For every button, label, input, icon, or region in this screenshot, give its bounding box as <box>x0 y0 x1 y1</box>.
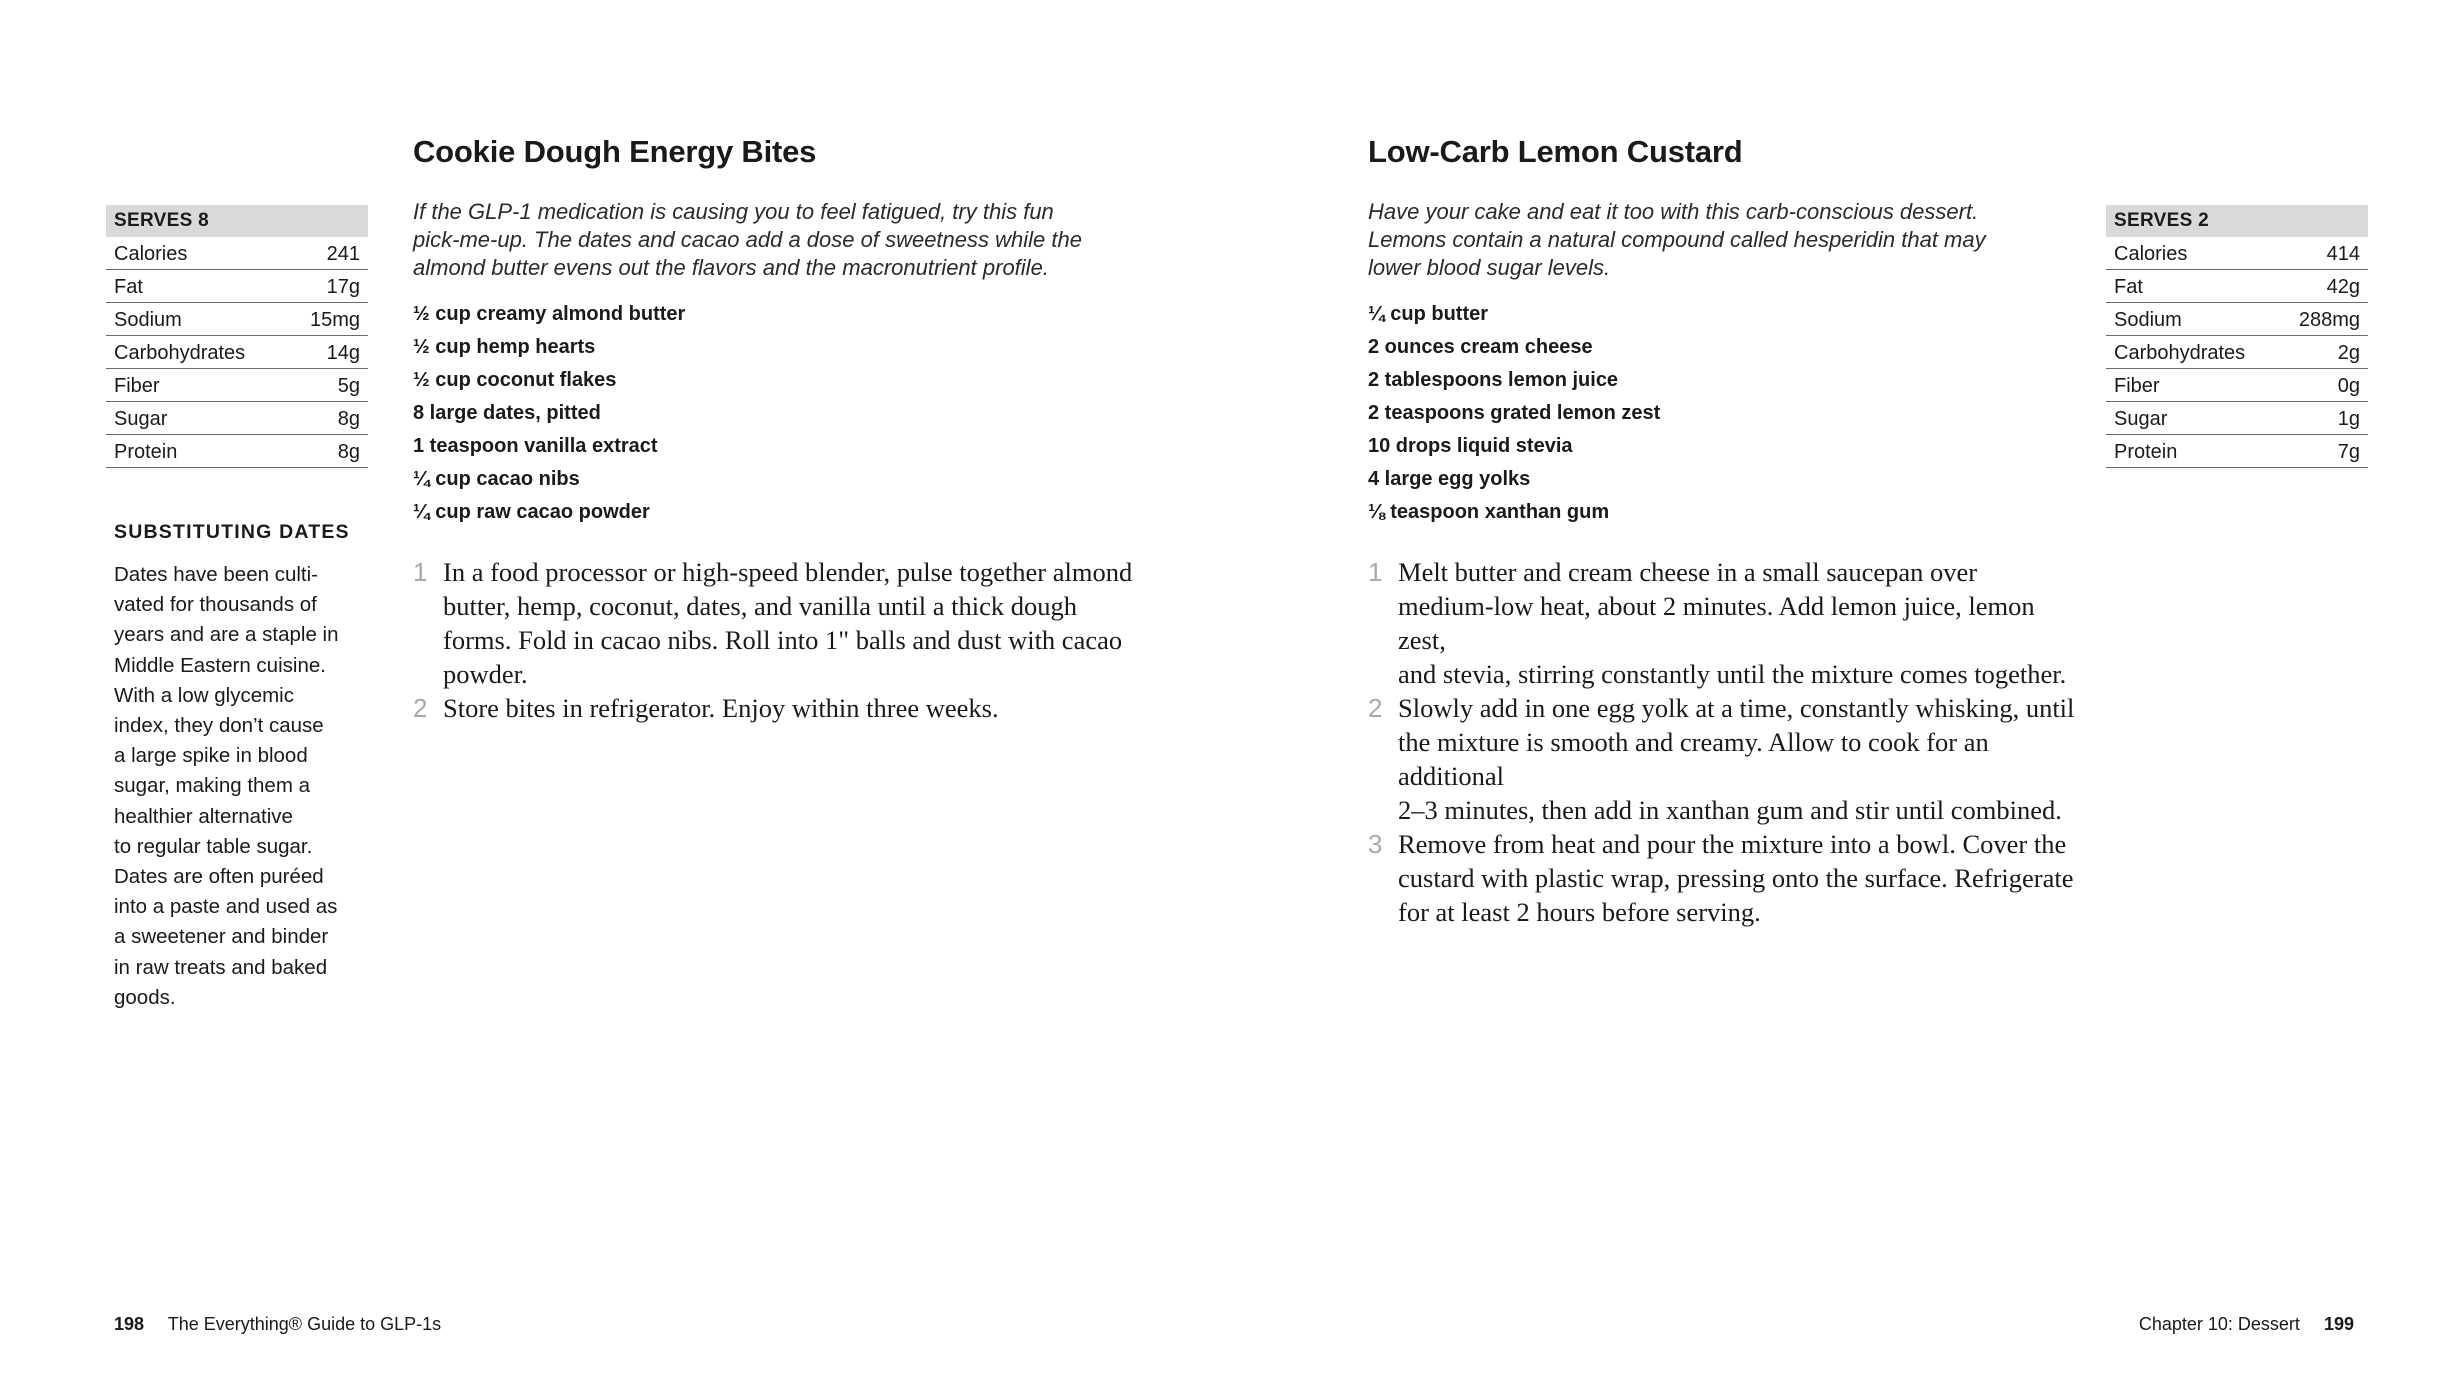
recipe-title: Low-Carb Lemon Custard <box>1368 134 1743 169</box>
ingredient-item: 8 large dates, pitted <box>413 402 601 424</box>
step-line: butter, hemp, coconut, dates, and vanilla until a thick dough <box>443 591 1078 621</box>
nutrient-value: 5g <box>337 375 360 397</box>
nutrition-row <box>2106 336 2368 369</box>
nutrition-row <box>106 237 368 270</box>
intro-line: pick-me-up. The dates and cacao add a dose of sweetness while the <box>413 227 1082 252</box>
sidebar-line: Dates are often puréed <box>114 865 324 889</box>
step-item <box>1368 555 2088 691</box>
nutrition-row <box>2106 303 2368 336</box>
page-number: 199 <box>2323 1314 2354 1334</box>
sidebar-line: index, they don’t cause <box>114 714 324 738</box>
step-number: 1 <box>1368 557 1383 587</box>
step-line: and stevia, stirring constantly until the mixture comes together. <box>1398 659 2067 689</box>
recipe-intro <box>1368 198 2088 282</box>
nutrient-label: Sugar <box>2114 408 2168 430</box>
intro-line: lower blood sugar levels. <box>1368 255 1611 280</box>
step-item <box>413 691 1133 725</box>
sidebar-line: Middle Eastern cuisine. <box>114 653 326 677</box>
page-number: 198 <box>114 1314 145 1334</box>
step-line: Slowly add in one egg yolk at a time, constantly whisking, until <box>1398 693 2075 723</box>
left-footer <box>114 1314 441 1335</box>
ingredient-item: ⅛ teaspoon xanthan gum <box>1368 501 1610 523</box>
ingredient-item: 1 teaspoon vanilla extract <box>413 435 658 457</box>
intro-line: If the GLP-1 medication is causing you to feel fatigued, try this fun <box>413 199 1054 224</box>
book-title: The Everything® Guide to GLP-1s <box>167 1314 442 1334</box>
nutrient-value: 1g <box>2337 408 2360 430</box>
nutrition-row <box>106 270 368 303</box>
nutrient-value: 2g <box>2337 342 2360 364</box>
step-line: for at least 2 hours before serving. <box>1398 897 1761 927</box>
ingredient-list <box>413 298 685 529</box>
nutrient-label: Sugar <box>114 408 168 430</box>
intro-line: almond butter evens out the flavors and the macronutrient profile. <box>413 255 1049 280</box>
step-line: In a food processor or high-speed blender, pulse together almond <box>443 557 1133 587</box>
nutrient-label: Calories <box>2114 243 2188 265</box>
ingredient-item: 10 drops liquid stevia <box>1368 435 1573 457</box>
nutrition-row <box>2106 369 2368 402</box>
sidebar-line: With a low glycemic <box>114 683 294 707</box>
sidebar-heading: SUBSTITUTING DATES <box>114 521 350 543</box>
serves-label: SERVES 2 <box>2106 205 2368 237</box>
ingredient-item: 2 ounces cream cheese <box>1368 336 1593 358</box>
sidebar-line: into a paste and used as <box>114 895 338 919</box>
nutrient-label: Fiber <box>2114 375 2160 397</box>
ingredient-item: 2 tablespoons lemon juice <box>1368 369 1619 391</box>
step-line: forms. Fold in cacao nibs. Roll into 1" balls and dust with cacao <box>443 625 1123 655</box>
ingredient-item: ¼ cup cacao nibs <box>413 468 580 490</box>
nutrient-label: Sodium <box>2114 309 2182 331</box>
step-item <box>413 555 1133 691</box>
step-line: custard with plastic wrap, pressing onto the surface. Refrigerate <box>1398 863 2074 893</box>
ingredient-item: ¼ cup raw cacao powder <box>413 501 650 523</box>
nutrient-label: Carbohydrates <box>114 342 246 364</box>
ingredient-list <box>1368 298 1660 529</box>
nutrient-value: 8g <box>337 441 360 463</box>
sidebar-line: a sweetener and binder <box>114 925 329 949</box>
sidebar-line: vated for thousands of <box>114 593 317 617</box>
nutrition-table-cookie-bites <box>106 205 368 468</box>
recipe-title: Cookie Dough Energy Bites <box>413 134 817 169</box>
step-line: powder. <box>443 659 528 689</box>
nutrient-value: 7g <box>2337 441 2360 463</box>
step-number: 2 <box>1368 693 1383 723</box>
nutrient-value: 414 <box>2326 243 2360 265</box>
sidebar-line: healthier alternative <box>114 804 293 828</box>
step-number: 2 <box>413 693 428 723</box>
chapter-title: Chapter 10: Dessert <box>2138 1314 2300 1334</box>
nutrition-row <box>106 435 368 468</box>
step-line: Store bites in refrigerator. Enjoy within three weeks. <box>443 693 999 723</box>
nutrient-label: Carbohydrates <box>2114 342 2246 364</box>
serves-label: SERVES 8 <box>106 205 368 237</box>
step-item <box>1368 827 2088 929</box>
step-list <box>413 555 1133 725</box>
nutrition-row <box>2106 402 2368 435</box>
nutrient-value: 17g <box>326 276 360 298</box>
sidebar-body <box>114 560 376 1013</box>
nutrition-table-lemon-custard <box>2106 205 2368 468</box>
sidebar-line: goods. <box>114 985 176 1009</box>
recipe-intro <box>413 198 1133 282</box>
sidebar-line: Dates have been culti- <box>114 563 318 586</box>
step-line: Melt butter and cream cheese in a small saucepan over <box>1398 557 1978 587</box>
nutrient-label: Protein <box>2114 441 2178 463</box>
nutrient-value: 241 <box>326 243 360 265</box>
nutrient-value: 0g <box>2337 375 2360 397</box>
intro-line: Have your cake and eat it too with this carb-conscious dessert. <box>1368 199 1979 224</box>
sidebar-line: to regular table sugar. <box>114 834 313 858</box>
nutrient-label: Protein <box>114 441 178 463</box>
step-number: 3 <box>1368 829 1383 859</box>
nutrient-label: Sodium <box>114 309 182 331</box>
nutrition-row <box>2106 435 2368 468</box>
ingredient-item: 2 teaspoons grated lemon zest <box>1368 402 1661 424</box>
sidebar-line: in raw treats and baked <box>114 955 328 979</box>
intro-line: Lemons contain a natural compound called hesperidin that may <box>1368 227 1986 252</box>
nutrient-value: 8g <box>337 408 360 430</box>
sidebar-line: years and are a staple in <box>114 623 339 647</box>
ingredient-item: ½ cup creamy almond butter <box>413 303 686 325</box>
ingredient-item: ½ cup coconut flakes <box>413 369 617 391</box>
right-footer <box>2128 1314 2354 1335</box>
nutrient-value: 15mg <box>309 309 360 331</box>
nutrition-row <box>106 303 368 336</box>
nutrient-label: Fat <box>2114 276 2143 298</box>
step-line: medium-low heat, about 2 minutes. Add lemon juice, lemon zest, <box>1398 591 2035 655</box>
step-list <box>1368 555 2088 929</box>
nutrient-label: Fat <box>114 276 143 298</box>
ingredient-item: ½ cup hemp hearts <box>413 336 596 358</box>
nutrition-row <box>106 369 368 402</box>
nutrient-value: 42g <box>2326 276 2360 298</box>
ingredient-item: 4 large egg yolks <box>1368 468 1531 490</box>
step-number: 1 <box>413 557 428 587</box>
nutrition-row <box>106 336 368 369</box>
step-line: the mixture is smooth and creamy. Allow to cook for an additional <box>1398 727 1989 791</box>
nutrition-row <box>2106 270 2368 303</box>
sidebar-line: sugar, making them a <box>114 774 310 798</box>
ingredient-item: ¼ cup butter <box>1368 303 1489 325</box>
nutrient-label: Calories <box>114 243 188 265</box>
step-line: 2–3 minutes, then add in xanthan gum and stir until combined. <box>1398 795 2062 825</box>
nutrient-value: 288mg <box>2298 309 2360 331</box>
sidebar-line: a large spike in blood <box>114 744 308 768</box>
nutrition-row <box>106 402 368 435</box>
step-item <box>1368 691 2088 827</box>
nutrient-label: Fiber <box>114 375 160 397</box>
nutrition-row <box>2106 237 2368 270</box>
step-line: Remove from heat and pour the mixture into a bowl. Cover the <box>1398 829 2067 859</box>
nutrient-value: 14g <box>326 342 360 364</box>
